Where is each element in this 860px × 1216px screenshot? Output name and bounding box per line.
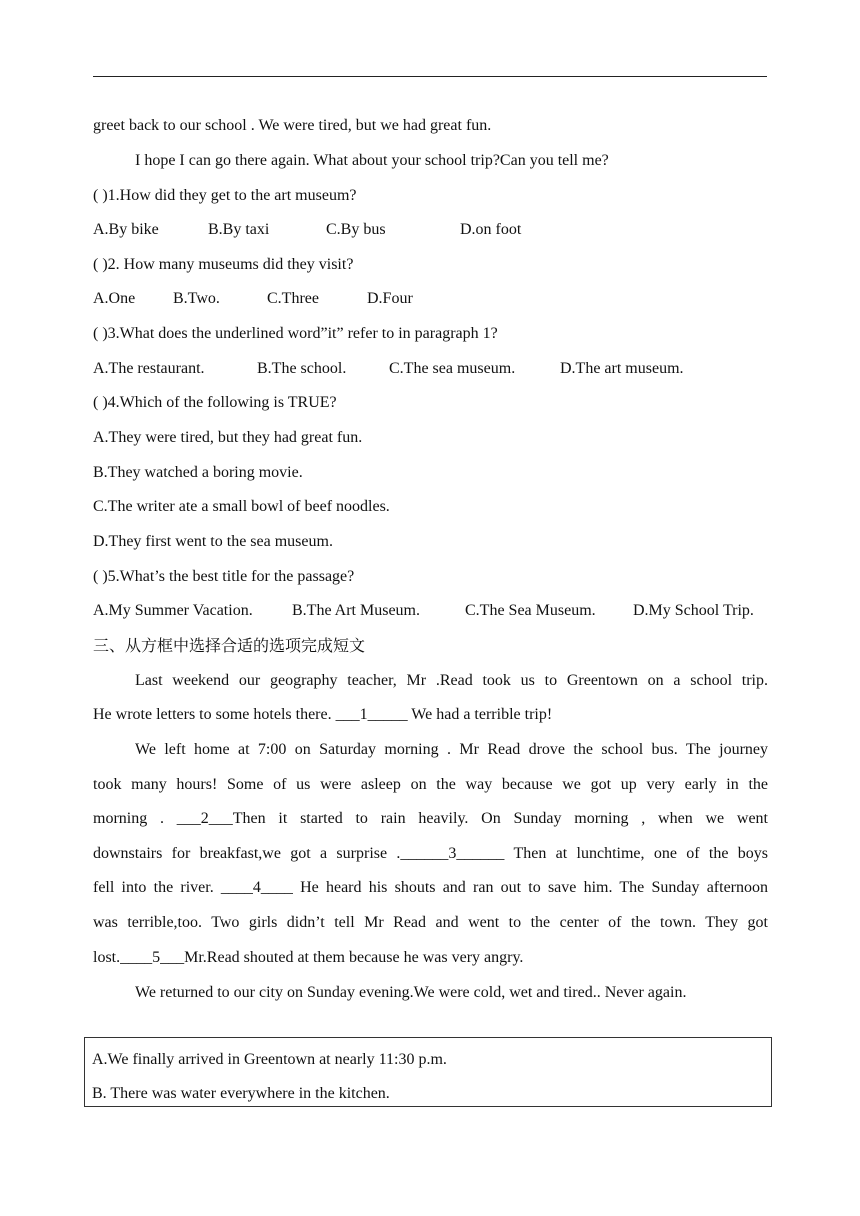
passage-line: I hope I can go there again. What about your school trip?Can you tell me? [135, 152, 609, 169]
question-5-option-c: C.The Sea Museum. [465, 602, 596, 619]
section-3-heading: 三、从方框中选择合适的选项完成短文 [93, 636, 366, 655]
box-option-a: A.We finally arrived in Greentown at nearly 11:30 p.m. [92, 1051, 447, 1068]
options-box [84, 1037, 772, 1107]
cloze-passage-line: fell into the river. ____4____ He heard his shouts and ran out to save him. The Sunday afternoon [93, 879, 768, 896]
question-5-option-b: B.The Art Museum. [292, 602, 420, 619]
question-4-option-b: B.They watched a boring movie. [93, 464, 303, 481]
question-1-stem: ( )1.How did they get to the art museum? [93, 187, 357, 204]
cloze-passage-line: lost.____5___Mr.Read shouted at them because he was very angry. [93, 949, 524, 966]
question-4-option-a: A.They were tired, but they had great fun. [93, 429, 363, 446]
question-2-option-b: B.Two. [173, 290, 220, 307]
question-3-stem: ( )3.What does the underlined word”it” refer to in paragraph 1? [93, 325, 498, 342]
question-3-option-c: C.The sea museum. [389, 360, 516, 377]
question-4-stem: ( )4.Which of the following is TRUE? [93, 394, 337, 411]
question-2-option-a: A.One [93, 290, 136, 307]
question-5-option-a: A.My Summer Vacation. [93, 602, 253, 619]
question-3-option-d: D.The art museum. [560, 360, 684, 377]
question-3-option-b: B.The school. [257, 360, 347, 377]
cloze-passage-line: He wrote letters to some hotels there. ___1_____ We had a terrible trip! [93, 706, 553, 723]
question-2-stem: ( )2. How many museums did they visit? [93, 256, 354, 273]
question-4-option-c: C.The writer ate a small bowl of beef noodles. [93, 498, 390, 515]
question-5-option-d: D.My School Trip. [633, 602, 754, 619]
question-5-stem: ( )5.What’s the best title for the passage? [93, 568, 355, 585]
passage-line: greet back to our school . We were tired, but we had great fun. [93, 117, 492, 134]
cloze-passage-line: Last weekend our geography teacher, Mr .Read took us to Greentown on a school trip. [135, 672, 768, 689]
cloze-passage-line: We left home at 7:00 on Saturday morning . Mr Read drove the school bus. The journey [135, 741, 768, 758]
cloze-passage-line: took many hours! Some of us were asleep on the way because we got up very early in the [93, 776, 768, 793]
question-3-option-a: A.The restaurant. [93, 360, 205, 377]
header-rule [93, 76, 767, 77]
cloze-passage-line: was terrible,too. Two girls didn’t tell Mr Read and went to the center of the town. They got [93, 914, 768, 931]
box-option-b: B. There was water everywhere in the kitchen. [92, 1085, 390, 1102]
cloze-passage-line: We returned to our city on Sunday evening.We were cold, wet and tired.. Never again. [135, 984, 687, 1001]
question-1-option-c: C.By bus [326, 221, 386, 238]
question-2-option-c: C.Three [267, 290, 319, 307]
question-2-option-d: D.Four [367, 290, 413, 307]
question-1-option-d: D.on foot [460, 221, 522, 238]
cloze-passage-line: downstairs for breakfast,we got a surprise .______3______ Then at lunchtime, one of the boys [93, 845, 768, 862]
question-4-option-d: D.They first went to the sea museum. [93, 533, 333, 550]
question-1-option-a: A.By bike [93, 221, 159, 238]
cloze-passage-line: morning . ___2___Then it started to rain heavily. On Sunday morning , when we went [93, 810, 768, 827]
question-1-option-b: B.By taxi [208, 221, 270, 238]
